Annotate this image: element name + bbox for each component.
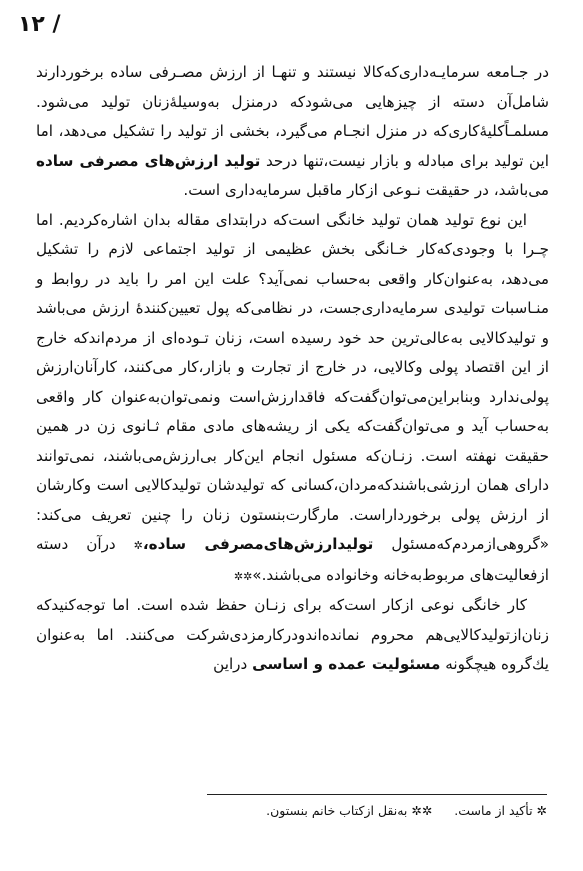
paragraph-2-bold-phrase: تولیدارزش‌های‌مصرفی ساده، [142,535,374,553]
page-number: ۱۲ / [18,12,61,37]
paragraph-3-text-b: دراین [213,655,253,673]
paragraph-3-bold-phrase: مسئولیت عمده و اساسی [252,655,441,673]
footnote-1: ✲ تأکید از ماست. [454,803,547,818]
paragraph-3 [36,591,549,680]
paragraph-2-text-b: درآن دسته ازفعالیت‌های مربوط‌به‌خانه وخانواده می‌باشند.» [36,535,549,584]
paragraph-1-text-b: می‌باشد، در حقیقت نـوعی ازکار ماقبل سرمایه‌داری است. [183,181,549,199]
paragraph-2-text-a: این نوع تولید همان تولید خانگی است‌که درابتدای مقاله بدان اشاره‌کردیم. اما چـرا با وجودی‌که‌کار خـانگی بخش عظیمی از تولید اجتماعی لازم را تشکیل می‌دهد، به‌عنوان‌کار واقعی به‌حساب نمی‌آید؟ علت این امر را باید در روابط و منـاسبات تولیدی سرمایه‌داری‌جست، در نظامی‌که پول تعیین‌کنندهٔ ارزش می‌باشد و تولیدکالایی به‌عالی‌ترین حد خود رسیده است، زنان تـوده‌ای از مردم‌اندکه خارج از این اقتصاد پولی وکالایی، در خارج از تجارت و بازار،کار می‌کنند، کارآنان‌ارزش پولی‌ندارد وبنابراین‌می‌توان‌گفت‌که فاقدارزش‌است ونمی‌توان‌به‌عنوان کار واقعی به‌حساب آید و می‌توان‌گفت‌که یکی از ریشه‌های مادی مقام ثـانوی زن در همین حقیقت نهفته است. زنـان‌که مسئول انجام این‌کار بی‌ارزش‌می‌باشند، نمی‌توانند دارای همان ارزشی‌باشندکه‌مردان،کسانی که تولیدشان تولیدکالایی است وکارشان از ارزش پولی برخورداراست. مارگارت‌بنستون زنان را چنین تعریف می‌کند: «گروهی‌ازمردم‌که‌مسئول [36,210,549,553]
paragraph-1-text-a: در جـامعه سرمایـه‌داری‌که‌کالا نیستند و تنهـا از ارزش مصـرفی ساده برخوردارند شامل‌آن دسته از چیزهایی می‌شودکه درمنزل به‌وسیلهٔ‌زنان تولید می‌شود. مسلمـاًکلیهٔ‌کاری‌که در منزل انجـام می‌گیرد، بخشی از تولید را تشکیل می‌دهد، اما این تولید برای مبادله و بازار نیست،تنها درحد [36,63,550,170]
paragraph-2 [36,206,549,592]
paragraph-3-text-a: کار خانگی نوعی ازکار است‌که برای زنـان حفظ شده است. اما توجه‌کنیدکه زنان‌ازتولیدکالایی‌هم محروم نمانده‌اندو‌درکارمزدی‌شرکت می‌کنند. اما به‌عنوان یك‌گروه هیچگونه [36,596,549,673]
footnote-divider [207,794,547,795]
footnote-marker-2: ✲✲ [233,569,253,583]
footnotes [34,802,547,820]
main-text [36,58,549,680]
footnote-2: ✲✲ به‌نقل ازکتاب خانم بنستون. [266,803,433,818]
paragraph-1 [36,58,549,206]
paragraph-1-bold-phrase: تولید ارزش‌های مصرفی ساده [36,151,261,170]
footnote-marker-1: ✲ [133,539,143,552]
